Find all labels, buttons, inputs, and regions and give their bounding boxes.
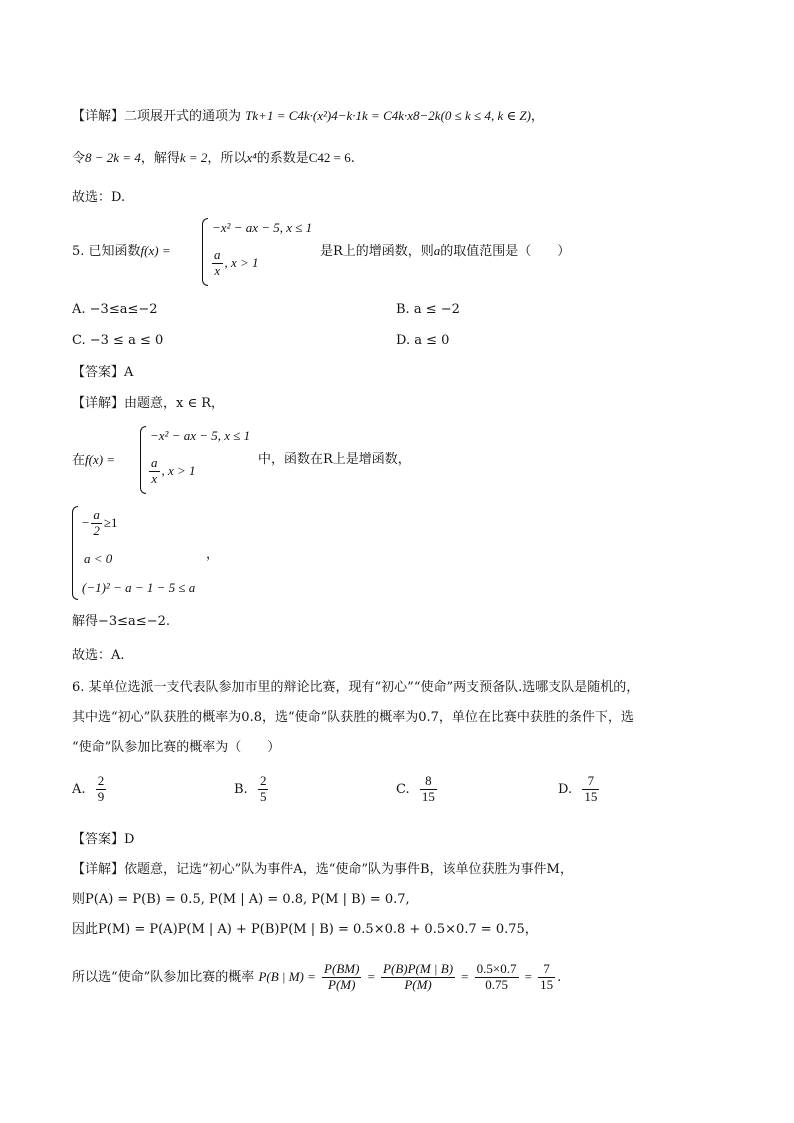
equals-sign: = <box>367 968 375 984</box>
text: 是R上的增函数，则 <box>320 244 434 259</box>
fraction <box>475 962 519 993</box>
option-b: B. a ≤ −2 <box>396 302 460 317</box>
inequality-3: (−1)² − a − 1 − 5 ≤ a <box>82 580 196 595</box>
text: . <box>557 969 562 985</box>
fraction <box>258 774 269 805</box>
text: 二项展开式的通项为 <box>124 109 242 124</box>
numerator: P(BM) <box>324 961 360 976</box>
numerator: 0.5×0.7 <box>476 961 517 976</box>
detail-5-choice: 故选：A. <box>72 648 125 663</box>
text: ，所以 <box>207 151 247 166</box>
text: . <box>350 151 355 166</box>
fraction <box>538 962 555 993</box>
question-5-stem <box>72 243 171 260</box>
explanation-line-2 <box>72 150 355 167</box>
text: 的取值范围是（ ） <box>440 244 571 259</box>
numerator: 2 <box>259 773 267 788</box>
question-6-line-1: 6. 某单位选派一支代表队参加市里的辩论比赛，现有“初心”“使命”两支预备队.选哪支队是随机的， <box>72 680 640 695</box>
denominator: P(M) <box>328 976 356 992</box>
detail-label: 【详解】 <box>72 862 125 877</box>
detail-5-line-2b: 中，函数在R上是增函数， <box>258 452 411 467</box>
function-label: f(x) = <box>140 243 171 258</box>
q6-option-a <box>72 774 108 805</box>
piecewise-brace <box>202 218 208 286</box>
piecewise-case-1: −x² − ax − 5, x ≤ 1 <box>150 428 251 443</box>
fraction <box>582 774 599 805</box>
explanation-line-1 <box>72 108 544 125</box>
text: ≥1 <box>103 514 118 530</box>
denominator: 5 <box>259 788 267 804</box>
answer-5: 【答案】A <box>72 365 134 380</box>
piecewise-case-2 <box>147 456 196 487</box>
fraction <box>381 962 455 993</box>
minus-sign: − <box>82 514 90 530</box>
answer-choice-line: 故选：D. <box>72 190 126 205</box>
option-c: C. −3 ≤ a ≤ 0 <box>72 333 164 348</box>
equation: x⁴ <box>246 150 257 165</box>
denominator: 9 <box>97 788 105 804</box>
fraction <box>322 962 361 993</box>
numerator: a <box>151 455 158 470</box>
numerator: a <box>214 247 221 262</box>
numerator: 8 <box>420 774 437 790</box>
text: 令 <box>72 151 86 166</box>
fraction <box>420 774 437 805</box>
question-6-line-2: 其中选“初心”队获胜的概率为0.8，选“使命”队获胜的概率为0.7，单位在比赛中获胜的条件下，选 <box>72 710 634 725</box>
function-label: f(x) = <box>85 452 116 467</box>
general-term-formula: Tk+1 = C4k·(x²)4−k·1k = C4k·x8−2k(0 ≤ k ≤ 4, k ∈ Z) <box>245 108 531 123</box>
denominator: 15 <box>540 976 554 992</box>
inequality-2: a < 0 <box>84 551 113 566</box>
text: 依题意，记选“初心”队为事件A，选“使命”队为事件B，该单位获胜为事件M， <box>124 862 573 877</box>
condition: , x > 1 <box>224 254 259 270</box>
option-letter: C. <box>396 781 410 797</box>
denominator: x <box>151 470 158 486</box>
denominator: 0.75 <box>485 976 508 992</box>
detail-5-result: 解得−3≤a≤−2. <box>72 614 170 629</box>
detail-5-line-1 <box>72 396 224 412</box>
q6-option-b <box>234 774 270 805</box>
variable: a <box>433 243 441 258</box>
text: ，解得 <box>140 151 180 166</box>
numerator: 2 <box>97 773 105 788</box>
numerator: 7 <box>582 774 599 790</box>
q6-option-d <box>558 774 601 805</box>
detail-6-line-4 <box>72 962 561 993</box>
text: 由题意，x ∈ R， <box>124 396 225 411</box>
piecewise-case-1: −x² − ax − 5, x ≤ 1 <box>212 220 313 235</box>
answer-6: 【答案】D <box>72 832 135 847</box>
numerator: a <box>93 507 100 522</box>
equation: 8 − 2k = 4 <box>85 150 141 165</box>
system-tail: ， <box>206 547 220 562</box>
text: 所以选“使命”队参加比赛的概率 <box>72 969 255 985</box>
denominator: x <box>214 262 221 278</box>
inequality-1 <box>82 508 117 539</box>
option-d: D. a ≤ 0 <box>396 333 450 348</box>
question-5-stem-tail <box>320 243 570 260</box>
text: ， <box>530 109 544 124</box>
detail-label: 【详解】 <box>72 396 125 411</box>
detail-5-line-2a <box>72 452 115 469</box>
question-6-line-3: “使命”队参加比赛的概率为（ ） <box>72 740 281 755</box>
denominator: 2 <box>93 522 100 538</box>
fraction <box>149 456 160 487</box>
piecewise-case-2 <box>210 248 259 279</box>
option-letter: D. <box>558 781 573 797</box>
equals-sign: = <box>461 968 469 984</box>
numerator: P(B)P(M | B) <box>383 961 454 976</box>
fraction <box>91 508 102 539</box>
equation: k = 2 <box>179 150 208 165</box>
piecewise-brace <box>140 426 146 494</box>
fraction <box>212 248 223 279</box>
denominator: 15 <box>421 788 435 804</box>
option-letter: B. <box>234 781 248 797</box>
text: 5. 已知函数 <box>72 244 141 259</box>
detail-label: 【详解】 <box>72 109 125 124</box>
detail-6-line-2: 则P(A) = P(B) = 0.5, P(M | A) = 0.8, P(M | B) = 0.7, <box>72 892 410 907</box>
system-brace <box>72 506 78 600</box>
fraction <box>96 774 107 805</box>
q6-option-c <box>396 774 439 805</box>
equals-sign: = <box>524 968 532 984</box>
condition: , x > 1 <box>161 462 196 478</box>
equation: C42 = 6 <box>308 150 351 165</box>
text: 的系数是 <box>256 151 309 166</box>
denominator: 15 <box>584 788 598 804</box>
detail-6-line-1 <box>72 862 573 878</box>
text: 在 <box>72 453 86 468</box>
detail-6-line-3: 因此P(M) = P(A)P(M | A) + P(B)P(M | B) = 0.5×0.8 + 0.5×0.7 = 0.75， <box>72 922 538 937</box>
option-letter: A. <box>72 781 86 797</box>
option-a: A. −3≤a≤−2 <box>72 302 158 317</box>
numerator: 7 <box>538 962 555 978</box>
conditional-probability: P(B | M) = <box>258 968 316 984</box>
denominator: P(M) <box>404 976 432 992</box>
